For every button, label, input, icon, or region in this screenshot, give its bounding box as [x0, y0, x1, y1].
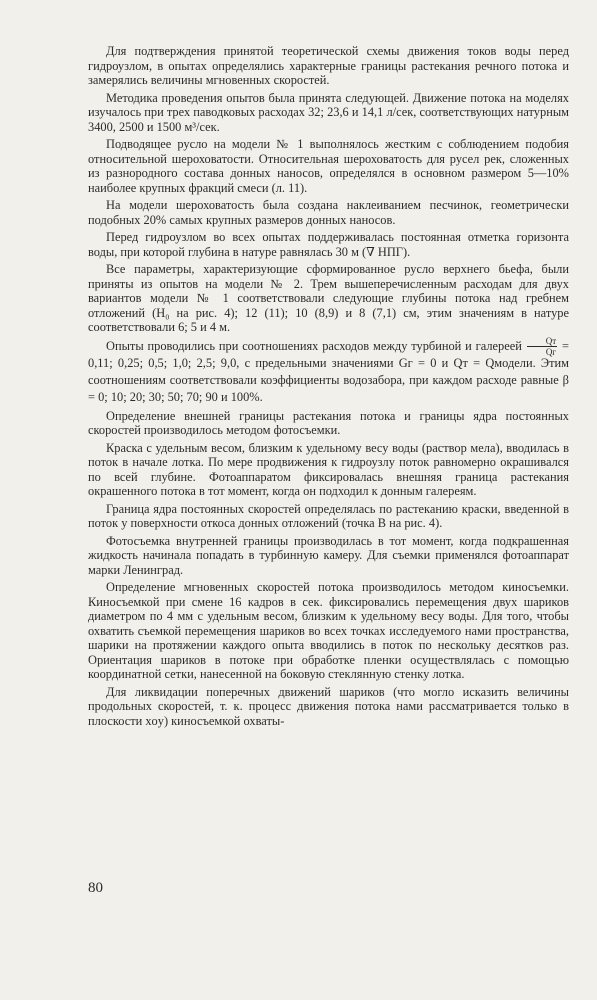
- paragraph-2: Методика проведения опытов была принята следующей. Движение потока на моделях изучалось при трех паводковых расходах 32; 23,6 и 14,1 л/сек, соответствующих натурным 3400, 2500 и 1500 м³/сек.: [88, 90, 569, 134]
- paragraph-7: [88, 338, 569, 406]
- paragraph-1: Для подтверждения принятой теоретической схемы движения токов воды перед гидроузлом, в опытах определялись характерные границы растекания речного потока и замерялись величины мгновенных скоростей.: [88, 44, 569, 87]
- paragraph-3: Подводящее русло на модели № 1 выполнялось жестким с соблюдением подобия относительной шероховатости. Относительная шероховатость для русел рек, сложенных из разнородного состава донных наносов, определялся в основном размером 5—10% наиболее крупных фракций смеси (л. 11).: [88, 137, 569, 195]
- paragraph-9: Краска с удельным весом, близким к удельному весу воды (раствор мела), вводилась в поток в начале лотка. По мере продвижения к гидроузлу поток равномерно окрашивался по всей глубине. Фотоаппаратом фиксировалась внешняя граница растекания окрашенного потока в тот момент, когда он подходил к донным галереям.: [88, 440, 569, 498]
- paragraph-8: Определение внешней границы растекания потока и границы ядра постоянных скоростей производилось методом фотосъемки.: [88, 408, 569, 437]
- discharge-ratio-fraction: [527, 336, 557, 357]
- paragraph-10: Граница ядра постоянных скоростей определялась по растеканию краски, введенной в поток у поверхности откоса донных отложений (точка В на рис. 4).: [88, 501, 569, 530]
- page-text-body: [88, 44, 569, 731]
- paragraph-11: Фотосъемка внутренней границы производилась в тот момент, когда подкрашенная жидкость начинала попадать в турбинную камеру. Для съемки применялся фотоаппарат марки Ленинград.: [88, 533, 569, 577]
- paragraph-4: На модели шероховатость была создана наклеиванием песчинок, геометрически подобных 20% самых крупных размеров донных наносов.: [88, 198, 569, 227]
- fraction-numerator: Qт: [527, 336, 557, 347]
- paragraph-13: Для ликвидации поперечных движений шариков (что могло исказить величины продольных скоростей, т. к. процесс движения потока нами рассматривается только в плоскости xoy) киносъемкой охваты-: [88, 684, 569, 728]
- paragraph-12: Определение мгновенных скоростей потока производилось методом киносъемки. Киносъемкой при смене 16 кадров в сек. фиксировались перемещения двух шариков диаметром по 4 мм с удельным весом, близким к удельному весу воды. Для того, чтобы охватить съемкой перемещения шариков во всех точках исследуемого нами пространства, шарики на протяжении каждого опыта вводились в поток по нескольку десятков раз. Ориентация шариков в потоке при обработке пленки осуществлялась с помощью координатной сетки, нанесенной на боковую стеклянную стенку лотка.: [88, 580, 569, 681]
- page-number: 80: [88, 880, 103, 896]
- fraction-denominator: Qг: [545, 347, 557, 358]
- paragraph-7-start: Опыты проводились при соотношениях расходов между турбиной и галереей: [106, 338, 522, 353]
- paragraph-6: Все параметры, характеризующие сформированное русло верхнего бьефа, были приняты из опытов на модели № 2. Трем вышеперечисленным расходам для двух вариантов модели № 1 соответствовали следующие глубины потока над гребнем отложений (H₀ на рис. 4); 12 (11); 10 (8,9) и 8 (7,1) см, этим значениям в натуре соответствовали 6; 5 и 4 м.: [88, 262, 569, 334]
- paragraph-7-end: = 0,11; 0,25; 0,5; 1,0; 2,5; 9,0, с предельными значениями Gг = 0 и Qт = Qмодели. Этим соотношениям соответствовали коэффициенты водозабора, при каждом расходе равные β = 0; 10; 20; 30; 50; 70; 90 и 100%.: [88, 338, 569, 404]
- paragraph-5: Перед гидроузлом во всех опытах поддерживалась постоянная отметка горизонта воды, при которой глубина в натуре равнялась 30 м (∇ НПГ).: [88, 230, 569, 259]
